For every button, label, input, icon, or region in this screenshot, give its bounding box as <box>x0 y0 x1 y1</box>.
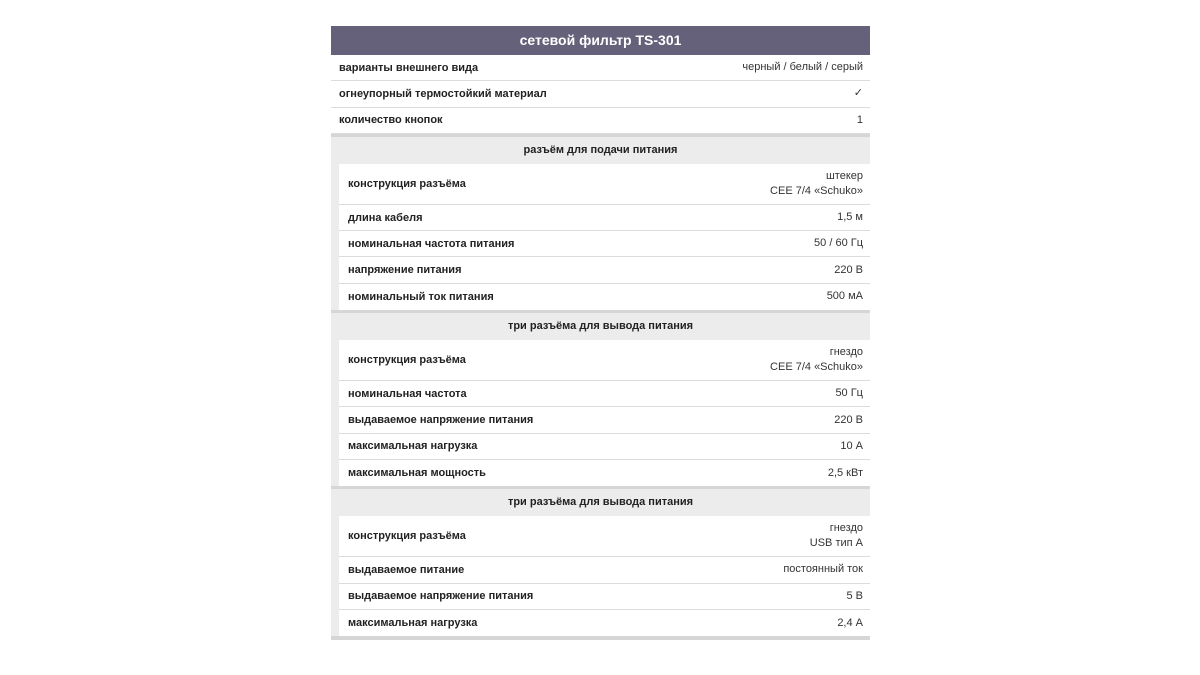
spec-value <box>810 521 863 551</box>
spec-row-buttons <box>331 108 870 134</box>
section-body <box>339 164 870 310</box>
spec-value: 50 / 60 Гц <box>814 237 863 250</box>
spec-label: номинальная частота <box>348 387 467 400</box>
spec-title: сетевой фильтр TS-301 <box>331 26 870 55</box>
spec-value: 1,5 м <box>837 211 863 224</box>
spec-value: 1 <box>856 113 863 126</box>
spec-label: варианты внешнего вида <box>339 61 479 74</box>
spec-row <box>339 340 870 381</box>
spec-label: номинальная частота питания <box>348 237 515 250</box>
spec-value: черный / белый / серый <box>742 61 863 74</box>
spec-row <box>339 557 870 583</box>
spec-value: 220 В <box>834 263 863 276</box>
spec-label: конструкция разъёма <box>348 177 466 190</box>
spec-value-line: штекер <box>825 169 863 182</box>
spec-value <box>770 345 863 375</box>
spec-row <box>339 284 870 310</box>
spec-row <box>339 257 870 283</box>
spec-label: огнеупорный термостойкий материал <box>339 87 547 100</box>
spec-label: количество кнопок <box>339 114 443 127</box>
spec-value: 10 А <box>840 439 863 452</box>
section-divider <box>331 636 870 640</box>
spec-row <box>339 205 870 231</box>
spec-row <box>339 231 870 257</box>
spec-value: постоянный ток <box>783 563 863 576</box>
spec-value: 500 мА <box>826 290 863 303</box>
spec-row-material <box>331 81 870 107</box>
spec-value: 50 Гц <box>835 387 863 400</box>
section-power-input <box>331 134 870 310</box>
spec-label: длина кабеля <box>348 211 423 224</box>
section-title: три разъёма для вывода питания <box>507 320 694 333</box>
section-power-output <box>331 310 870 486</box>
spec-value-line: гнездо <box>829 346 863 359</box>
spec-label: выдаваемое напряжение питания <box>348 590 534 603</box>
spec-value-line: CEE 7/4 «Schuko» <box>770 184 863 197</box>
spec-row <box>339 164 870 205</box>
spec-label: максимальная нагрузка <box>348 617 478 629</box>
spec-row <box>339 584 870 610</box>
spec-label: максимальная нагрузка <box>348 440 478 453</box>
section-body <box>339 516 870 636</box>
section-usb-output <box>331 486 870 640</box>
spec-value-line: CEE 7/4 «Schuko» <box>770 361 863 374</box>
section-body <box>339 340 870 486</box>
spec-value: 220 В <box>834 413 863 426</box>
spec-label: конструкция разъёма <box>348 530 466 543</box>
spec-row <box>339 381 870 407</box>
spec-value: 5 В <box>846 589 863 602</box>
spec-label: выдаваемое питание <box>348 563 465 576</box>
spec-row-appearance <box>331 55 870 81</box>
spec-row <box>339 516 870 557</box>
spec-label: выдаваемое напряжение питания <box>348 414 534 427</box>
spec-value-line: гнездо <box>829 522 863 535</box>
spec-row <box>339 407 870 433</box>
section-title: разъём для подачи питания <box>523 143 678 156</box>
check-icon: ✓ <box>853 87 863 100</box>
spec-row <box>339 460 870 486</box>
spec-label: конструкция разъёма <box>348 354 466 367</box>
spec-row <box>339 434 870 460</box>
spec-label: максимальная мощность <box>348 467 486 480</box>
spec-table <box>331 26 870 640</box>
spec-label: напряжение питания <box>348 264 462 277</box>
spec-row <box>339 610 870 636</box>
spec-label: номинальный ток питания <box>348 290 494 303</box>
section-title: три разъёма для вывода питания <box>507 496 694 509</box>
spec-value: 2,5 кВт <box>827 466 863 479</box>
spec-value <box>770 169 863 199</box>
spec-value: 2,4 А <box>837 616 863 629</box>
spec-value-line: USB тип A <box>809 537 863 550</box>
